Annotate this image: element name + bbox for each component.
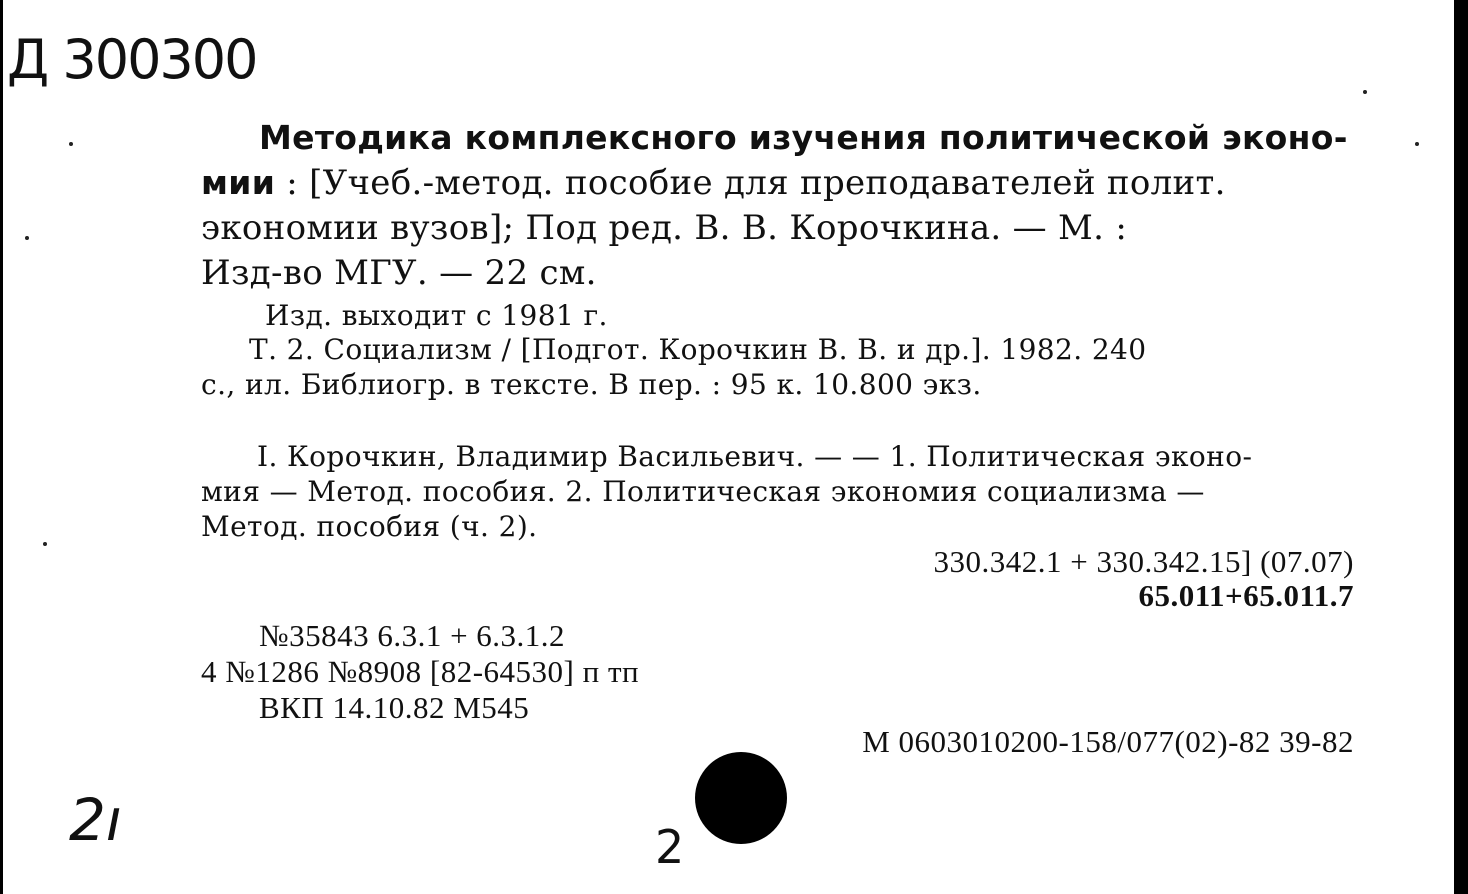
handwritten-two: 2 — [655, 820, 685, 874]
title-line-1 — [259, 118, 1348, 158]
handwritten-corner-mark: 2ı — [69, 786, 123, 854]
title-bold-end: мии — [201, 163, 276, 202]
handwritten-card-number: Д 300300 — [7, 28, 257, 91]
volume-line-2: с., ил. Библиогр. в тексте. В пер. : 95 к. 10.800 экз. — [201, 368, 982, 401]
title-description: : [Учеб.-метод. пособие для преподавателей полит. — [275, 163, 1226, 203]
speck — [1363, 90, 1367, 94]
speck — [43, 542, 47, 546]
udc-code: 330.342.1 + 330.342.15] (07.07) — [933, 544, 1354, 579]
subject-line-1: I. Корочкин, Владимир Васильевич. — — 1. Политическая эконо- — [257, 440, 1253, 473]
speck — [25, 236, 29, 240]
vkp-line: ВКП 14.10.82 М545 — [259, 690, 530, 725]
speck — [1415, 142, 1419, 146]
publication-note: Изд. выходит с 1981 г. — [265, 299, 608, 332]
catalog-number-line: №35843 6.3.1 + 6.3.1.2 — [259, 618, 566, 653]
title-line-4: Изд-во МГУ. — 22 см. — [201, 253, 597, 293]
subject-line-3: Метод. пособия (ч. 2). — [201, 510, 538, 543]
inventory-line: 4 №1286 №8908 [82-64530] п тп — [201, 654, 640, 689]
title-line-3: экономии вузов]; Под ред. В. В. Корочкина. — М. : — [201, 208, 1128, 248]
bbk-code: 65.011+65.011.7 — [1138, 578, 1354, 613]
title-line-2 — [201, 163, 1226, 203]
subject-line-2: мия — Метод. пособия. 2. Политическая экономия социализма — — [201, 475, 1205, 508]
volume-line-1: Т. 2. Социализм / [Подгот. Корочкин В. В. и др.]. 1982. 240 — [249, 333, 1147, 366]
title-bold-text: Методика комплексного изучения политической эконо- — [259, 118, 1348, 157]
speck — [69, 142, 73, 146]
punch-hole — [695, 752, 787, 844]
price-code-line: М 0603010200-158/077(02)-82 39-82 — [862, 724, 1354, 759]
